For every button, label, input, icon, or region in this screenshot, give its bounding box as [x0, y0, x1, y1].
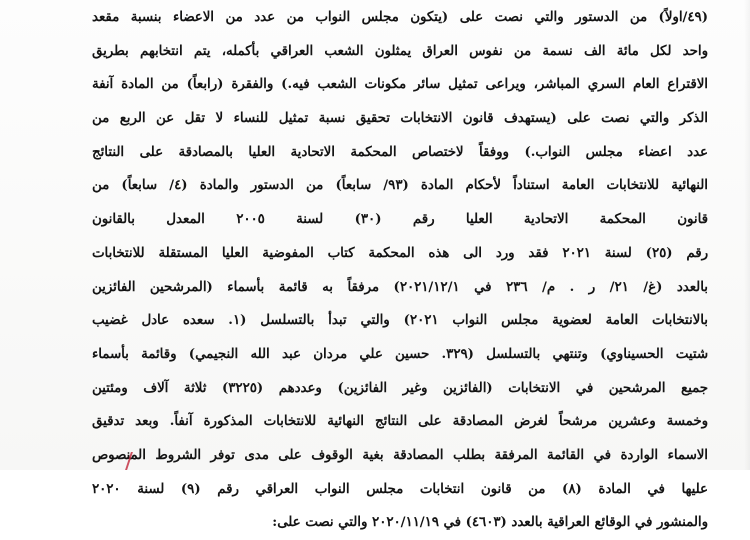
text-line-4: الذكر والتي نصت على (يستهدف قانون الانتخابات تحقيق نسبة تمثيل للنساء لا تقل عن الربع من — [92, 111, 708, 127]
text-line-2: واحد لكل مائة الف نسمة من نفوس العراق يمثلون الشعب العراقي بأكمله، يتم انتخابهم بطريق — [92, 43, 708, 59]
text-line-7: قانون المحكمة الاتحادية العليا رقم (٣٠) لسنة ٢٠٠٥ المعدل بالقانون — [92, 212, 708, 228]
text-line-8: رقم (٢٥) لسنة ٢٠٢١ فقد ورد الى هذه المحكمة كتاب المفوضية العليا المستقلة للانتخابات — [92, 245, 708, 261]
text-line-13: وخمسة وعشرين مرشحاً لغرض المصادقة على النتائج النهائية للانتخابات المذكورة آنفاً. وبعد تدقيق — [92, 414, 708, 430]
document-body — [92, 0, 708, 540]
text-line-11: شتيت الحسيناوي) وتنتهي بالتسلسل (٣٢٩. حسين علي مردان عبد الله النجيمي) وقائمة بأسماء — [92, 346, 708, 362]
text-line-14: الاسماء الواردة في القائمة المرفقة بطلب المصادقة بغية الوقوف على مدى توفر الشروط المنصوص — [92, 447, 708, 463]
text-line-16: والمنشور في الوقائع العراقية بالعدد (٤٦٠٣) في ٢٠٢٠/١١/١٩ والتي نصت على: — [272, 515, 708, 531]
page-edge-shadow — [744, 0, 750, 470]
text-line-12: جميع المرشحين في الانتخابات (الفائزين وغير الفائزين) وعددهم (٣٢٢٥) ثلاثة آلاف ومئتين — [92, 380, 708, 396]
text-line-5: عدد اعضاء مجلس النواب.) ووفقاً لاختصاص المحكمة الاتحادية العليا بالمصادقة على النتائج — [92, 144, 708, 160]
text-line-15: عليها في المادة (٨) من قانون انتخابات مجلس النواب العراقي رقم (٩) لسنة ٢٠٢٠ — [92, 481, 708, 497]
text-line-9: بالعدد (غ/ ٢١/ ر . م/ ٢٣٦ في ٢٠٢١/١٢/١) مرفقاً به قائمة بأسماء (المرشحين الفائزين — [92, 279, 708, 295]
text-line-6: النهائية للانتخابات العامة استناداً لأحكام المادة (٩٣/ سابعاً) من الدستور والمادة (٤/ سابعاً) من — [92, 178, 709, 194]
text-line-10: بالانتخابات العامة لعضوية مجلس النواب ٢٠٢١) والتي تبدأ بالتسلسل (١. سعده عادل غضيب — [92, 313, 708, 329]
text-line-1: (٤٩/اولاً) من الدستور والتي نصت على (يتكون مجلس النواب من عدد من الاعضاء بنسبة مقعد — [92, 10, 708, 25]
text-line-3: الاقتراع العام السري المباشر، ويراعى تمثيل سائر مكونات الشعب فيه.) والفقرة (رابعاً) من المادة آنفة — [92, 77, 708, 93]
